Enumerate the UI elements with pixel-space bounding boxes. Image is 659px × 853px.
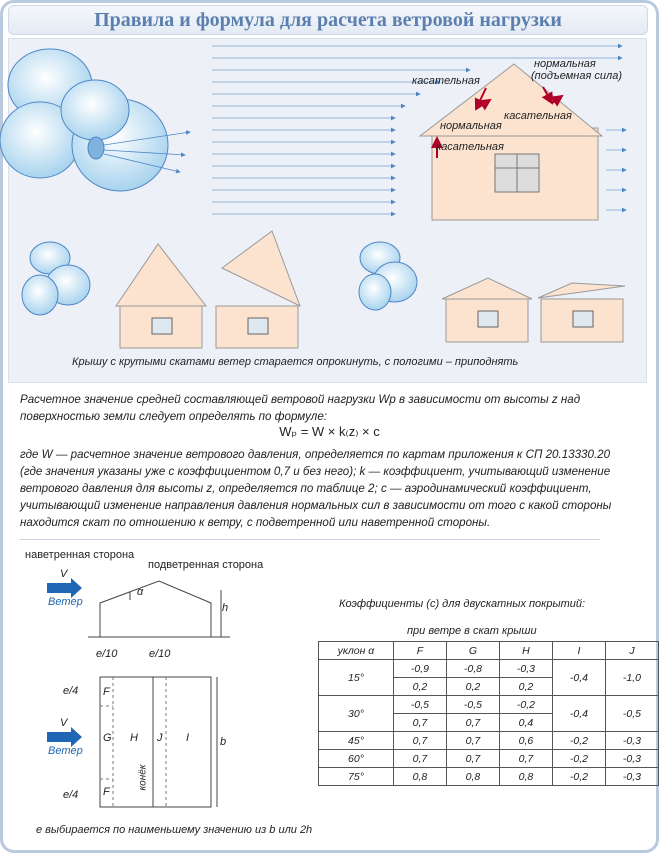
cell-h: 0,7: [499, 750, 552, 768]
e-selection-note: e выбирается по наименьшему значению из b или 2h: [36, 824, 313, 836]
cell-g: 0,7: [446, 714, 499, 732]
cell-f: 0,7: [393, 750, 446, 768]
table-row: [319, 768, 659, 786]
table-row: [319, 660, 659, 678]
label-normal-2: нормальная: [440, 120, 502, 132]
cell-slope: 15°: [319, 660, 394, 696]
cell-i: -0,4: [552, 660, 605, 696]
header-i: I: [552, 642, 605, 660]
table-row: [319, 696, 659, 714]
leeward-side-label: подветренная сторона: [148, 559, 264, 571]
coefficient-table: [318, 641, 659, 786]
header-slope: уклон α: [319, 642, 394, 660]
cell-g: 0,7: [446, 732, 499, 750]
body-line-2: (где значения указаны уже с коэффициентом 0,7 и без него); k — коэффициент, учитывающий изменение: [20, 465, 611, 478]
cell-h: 0,6: [499, 732, 552, 750]
cell-h: 0,2: [499, 678, 552, 696]
v-label-top: V: [60, 568, 68, 580]
table-row: [319, 732, 659, 750]
body-line-4: учитывающий изменение направления давления нормальных сил в зависимости от того с какой стороны: [20, 499, 612, 512]
body-line-3: ветрового давления для высоты z, определяется по таблице 2; c — аэродинамический коэффициент,: [20, 482, 592, 495]
table-header-row: [319, 642, 659, 660]
cell-h: 0,8: [499, 768, 552, 786]
ridge-label: конёк: [137, 764, 149, 791]
b-label: b: [220, 736, 227, 748]
label-tangent-2: касательная: [504, 110, 572, 122]
label-tangent-3: касательная: [436, 141, 504, 153]
e4-bottom-label: e/4: [63, 789, 79, 801]
cell-slope: 45°: [319, 732, 394, 750]
cell-j: -0,3: [605, 750, 658, 768]
cell-h: 0,4: [499, 714, 552, 732]
cell-i: -0,2: [552, 732, 605, 750]
table-row: [319, 750, 659, 768]
cell-f: 0,7: [393, 714, 446, 732]
intro-line-2: поверхностью земли следует определять по формуле:: [20, 410, 328, 423]
cell-g: -0,8: [446, 660, 499, 678]
h-label: h: [222, 602, 229, 614]
cell-j: -0,5: [605, 696, 658, 732]
zone-f-bottom: F: [103, 786, 110, 798]
windward-side-label: наветренная сторона: [25, 549, 135, 561]
cell-h: -0,2: [499, 696, 552, 714]
page-title: Правила и формула для расчета ветровой нагрузки: [8, 5, 648, 35]
intro-line-1: Расчетное значение средней составляющей ветровой нагрузки Wp в зависимости от высоты z над: [20, 393, 581, 406]
cell-g: 0,2: [446, 678, 499, 696]
table-subtitle: при ветре в скат крыши: [407, 625, 537, 637]
cell-f: 0,8: [393, 768, 446, 786]
cell-g: -0,5: [446, 696, 499, 714]
cell-i: -0,2: [552, 750, 605, 768]
cell-i: -0,4: [552, 696, 605, 732]
cell-slope: 30°: [319, 696, 394, 732]
e4-top-label: e/4: [63, 685, 79, 697]
alpha-label: α: [137, 586, 144, 598]
header-f: F: [393, 642, 446, 660]
body-line-1: где W — расчетное значение ветрового давления, определяется по картам приложения к СП 20.13330.20: [20, 448, 611, 461]
cell-slope: 60°: [319, 750, 394, 768]
cell-f: 0,7: [393, 732, 446, 750]
table-title: Коэффициенты (с) для двускатных покрытий:: [339, 598, 586, 610]
cell-f: -0,5: [393, 696, 446, 714]
cell-g: 0,8: [446, 768, 499, 786]
wind-label-top: Ветер: [48, 596, 83, 608]
v-label-bottom: V: [60, 717, 68, 729]
cell-f: 0,2: [393, 678, 446, 696]
cell-i: -0,2: [552, 768, 605, 786]
wind-label-bottom: Ветер: [48, 745, 83, 757]
cell-j: -0,3: [605, 768, 658, 786]
cell-slope: 75°: [319, 768, 394, 786]
header-j: J: [605, 642, 658, 660]
e10-left-label: e/10: [96, 648, 118, 660]
formula: Wₚ = W × k₍z₎ × c: [279, 424, 380, 439]
zone-g: G: [103, 732, 112, 744]
label-normal-lift-2: (подъемная сила): [531, 70, 622, 82]
cell-f: -0,9: [393, 660, 446, 678]
e10-right-label: e/10: [149, 648, 171, 660]
cell-h: -0,3: [499, 660, 552, 678]
label-tangent-1: касательная: [412, 75, 480, 87]
zone-j: J: [157, 732, 163, 744]
header-h: H: [499, 642, 552, 660]
body-line-5: находится скат по отношению к ветру, с подветренной или наветренной стороны.: [20, 516, 491, 529]
label-normal-lift-1: нормальная: [534, 58, 596, 70]
zone-f-top: F: [103, 686, 110, 698]
header-g: G: [446, 642, 499, 660]
illustration-caption: Крышу с крутыми скатами ветер старается опрокинуть, с пологими – приподнять: [72, 356, 519, 368]
cell-j: -1,0: [605, 660, 658, 696]
cell-j: -0,3: [605, 732, 658, 750]
cell-g: 0,7: [446, 750, 499, 768]
zone-h: H: [130, 732, 138, 744]
zone-i: I: [186, 732, 190, 744]
